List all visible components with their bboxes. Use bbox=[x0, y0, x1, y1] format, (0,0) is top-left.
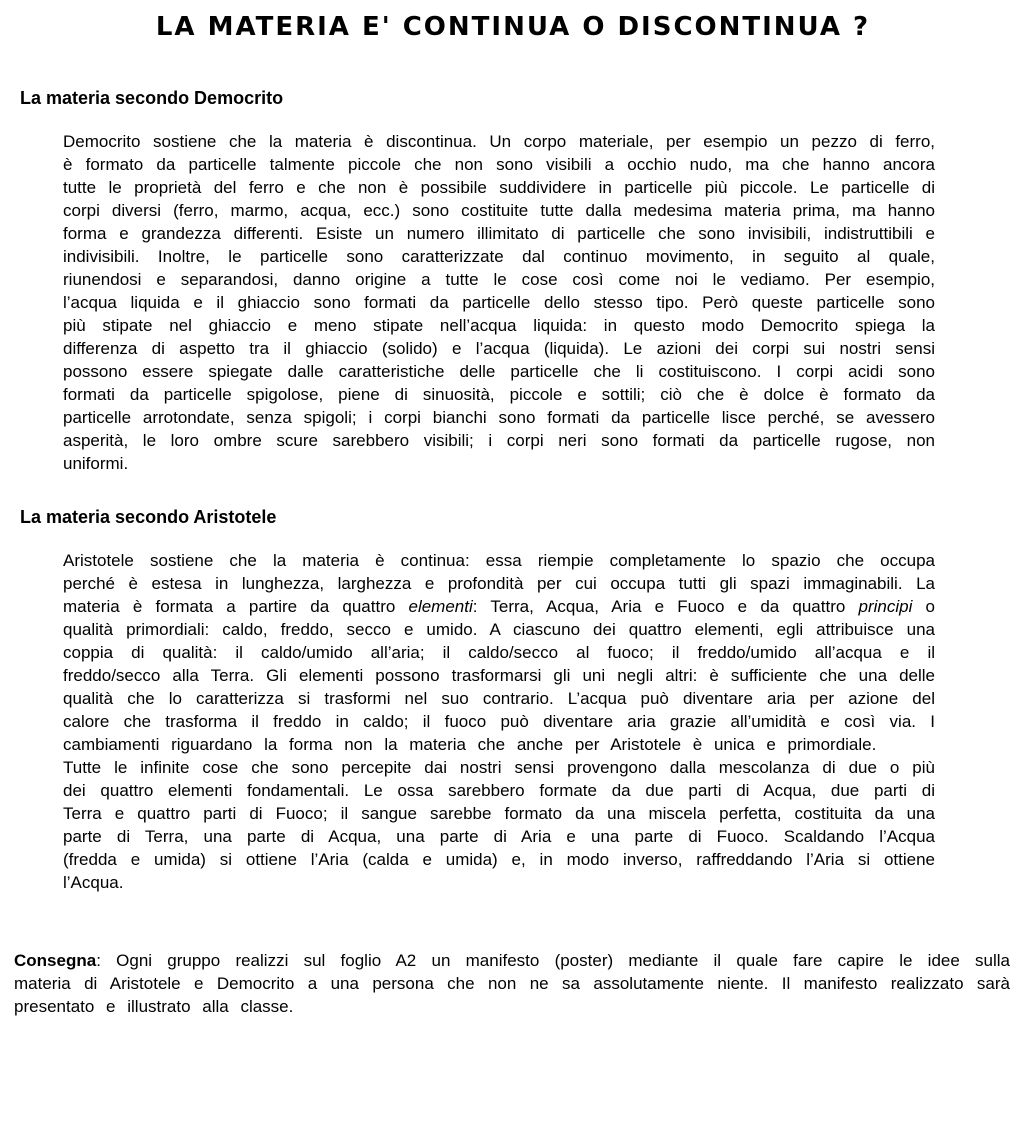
consegna-paragraph bbox=[14, 949, 1010, 1018]
section-heading-democrito: La materia secondo Democrito bbox=[20, 88, 284, 108]
section-heading-aristotele: La materia secondo Aristotele bbox=[20, 507, 277, 527]
italic-term-principi: principi bbox=[858, 597, 913, 616]
consegna-text: : Ogni gruppo realizzi sul foglio A2 un manifesto (poster) mediante il quale fare capire le idee sulla materia di Aristotele e Democrito a una persona che non ne sa assolutamente niente. Il manifesto realizzato sarà presentato e illustrato alla classe. bbox=[14, 951, 1010, 1016]
aristotele-text-1: Aristotele sostiene che la materia è continua: essa riempie completamente lo spazio che occupa perché è estesa in lunghezza, larghezza e profondità per cui occupa tutti gli spazi immaginabili. La materia è formata a partire da quattro bbox=[63, 551, 935, 616]
aristotele-paragraph-second: Tutte le infinite cose che sono percepite dai nostri sensi provengono dalla mescolanza di due o più dei quattro elementi fondamentali. Le ossa sarebbero formate da due parti di Acqua, due parti di Terra e quattro parti di Fuoco; il sangue sarebbe formato da una miscela perfetta, costituita da una parte di Terra, una parte di Acqua, una parte di Aria e una parte di Fuoco. Scaldando l’Acqua (fredda e umida) si ottiene l’Aria (calda e umida) e, in modo inverso, raffreddando l’Aria si ottiene l’Acqua. bbox=[63, 758, 935, 892]
italic-term-elementi: elementi bbox=[408, 597, 473, 616]
aristotele-text-3: o qualità primordiali: caldo, freddo, secco e umido. A ciascuno dei quattro elementi, egli attribuisce una coppia di qualità: il caldo/umido all’aria; il caldo/secco al fuoco; il freddo/umido all’acqua e il freddo/secco alla Terra. Gli elementi possono trasformarsi gli uni negli altri: è sufficiente che una delle qualità che lo caratterizza si trasformi nel suo contrario. L’acqua può diventare aria per azione del calore che trasforma il freddo in caldo; il fuoco può diventare aria grazie all’umidità e così via. I cambiamenti riguardano la forma non la materia che anche per Aristotele è unica e primordiale. bbox=[63, 597, 936, 754]
aristotele-paragraph-first bbox=[63, 549, 935, 756]
aristotele-text-2: : Terra, Acqua, Aria e Fuoco e da quattro bbox=[472, 597, 859, 616]
aristotele-paragraph bbox=[63, 549, 935, 894]
consegna-label: Consegna bbox=[14, 951, 97, 970]
democrito-paragraph: Democrito sostiene che la materia è discontinua. Un corpo materiale, per esempio un pezzo di ferro, è formato da particelle talmente piccole che non sono visibili a occhio nudo, ma che hanno ancora tutte le proprietà del ferro e che non è possibile suddividere in particelle più piccole. Le particelle di corpi diversi (ferro, marmo, acqua, ecc.) sono costituite tutte dalla medesima materia prima, ma hanno forma e grandezza differenti. Esiste un numero illimitato di particelle che sono invisibili, indistruttibili e indivisibili. Inoltre, le particelle sono caratterizzate dal continuo movimento, in seguito al quale, riunendosi e separandosi, danno origine a tutte le cose così come noi le vediamo. Per esempio, l’acqua liquida e il ghiaccio sono formati da particelle dello stesso tipo. Però queste particelle sono più stipate nel ghiaccio e meno stipate nell’acqua liquida: in questo modo Democrito spiega la differenza di aspetto tra il ghiaccio (solido) e l’acqua (liquida). Le azioni dei corpi sui nostri sensi possono essere spiegate dalle caratteristiche delle particelle che li costituiscono. I corpi acidi sono formati da particelle spigolose, piene di sinuosità, piccole e sottili; ciò che è dolce è formato da particelle arrotondate, senza spigoli; i corpi bianchi sono formati da particelle lisce perché, se avessero asperità, le loro ombre scure sarebbero visibili; i corpi neri sono formati da particelle rugose, non uniformi. bbox=[63, 132, 935, 473]
document-title: LA MATERIA E' CONTINUA O DISCONTINUA ? bbox=[155, 12, 871, 42]
